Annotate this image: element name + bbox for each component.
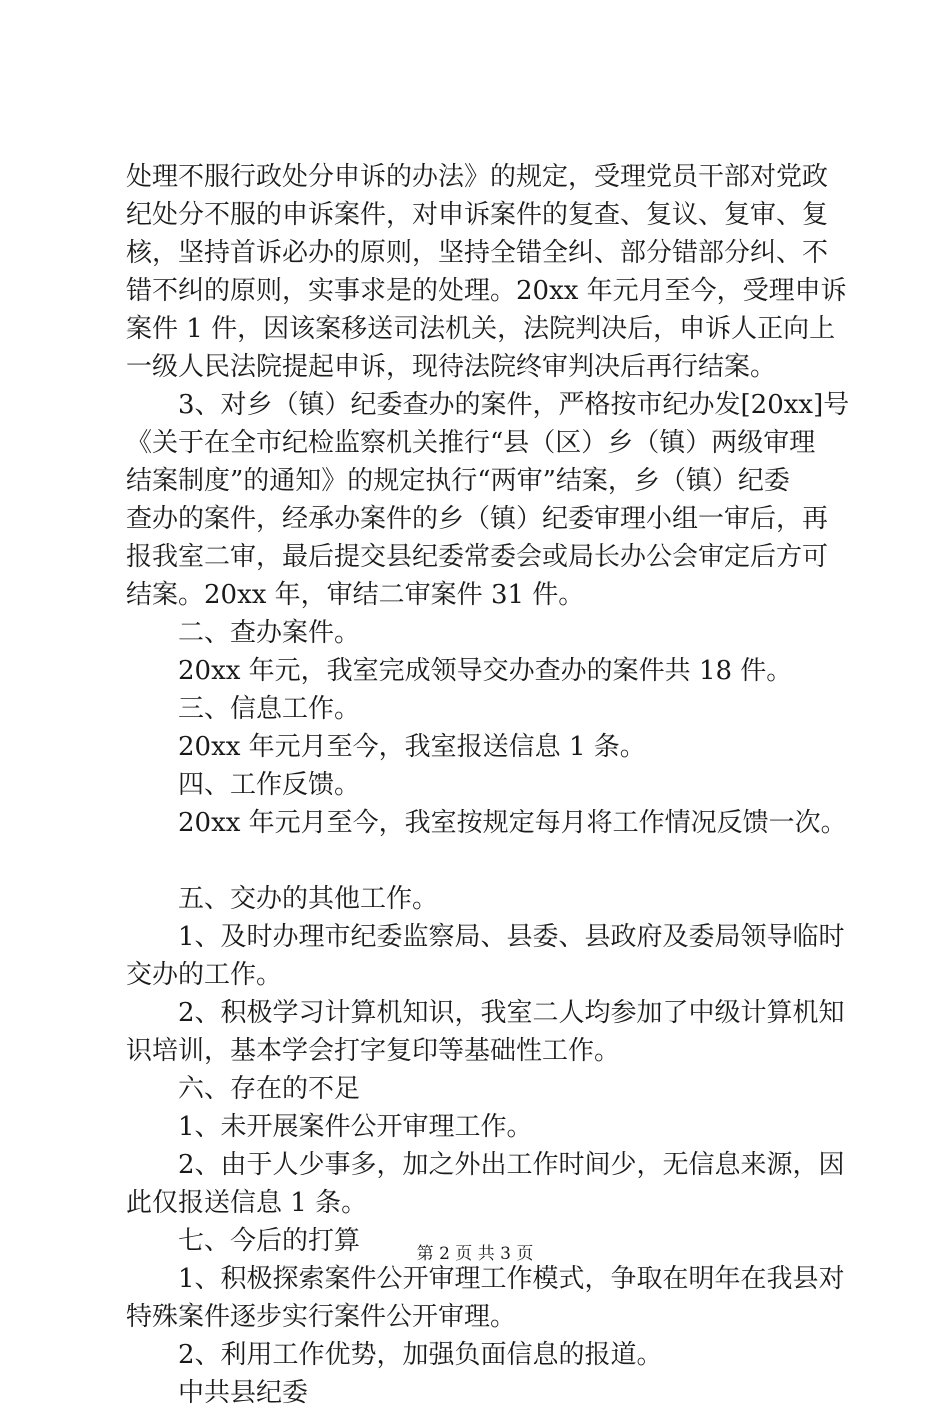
text-line: 结案。20xx 年，审结二审案件 31 件。 <box>126 580 585 610</box>
section-heading-4: 四、工作反馈。 <box>178 770 361 800</box>
text-line: 案件 1 件，因该案移送司法机关，法院判决后，申诉人正向上 <box>126 314 836 344</box>
text-line: 查办的案件，经承办案件的乡（镇）纪委审理小组一审后，再 <box>126 504 829 534</box>
document-body <box>126 158 850 1412</box>
list-item-7-1: 1、积极探索案件公开审理工作模式，争取在明年在我县对 <box>178 1264 845 1294</box>
text-line: 识培训，基本学会打字复印等基础性工作。 <box>126 1036 621 1066</box>
list-item-6-2: 2、由于人少事多，加之外出工作时间少，无信息来源，因 <box>178 1150 845 1180</box>
signature-line: 中共县纪委 <box>178 1378 309 1408</box>
list-item-5-2: 2、积极学习计算机知识，我室二人均参加了中级计算机知 <box>178 998 845 1028</box>
page-footer: 第 2 页 共 3 页 <box>416 1244 534 1264</box>
section-heading-5: 五、交办的其他工作。 <box>178 884 439 914</box>
paragraph-start-3: 3、对乡（镇）纪委查办的案件，严格按市纪办发[20xx]号 <box>178 390 850 420</box>
text-line: 特殊案件逐步实行案件公开审理。 <box>126 1302 517 1332</box>
section-heading-3: 三、信息工作。 <box>178 694 361 724</box>
section-heading-6: 六、存在的不足 <box>178 1074 361 1104</box>
text-line: 核，坚持首诉必办的原则，坚持全错全纠、部分错部分纠、不 <box>126 238 829 268</box>
section-body-2: 20xx 年元，我室完成领导交办查办的案件共 18 件。 <box>178 656 793 686</box>
text-line: 《关于在全市纪检监察机关推行“县（区）乡（镇）两级审理 <box>126 428 816 458</box>
list-item-7-2: 2、利用工作优势，加强负面信息的报道。 <box>178 1340 663 1370</box>
text-line: 错不纠的原则，实事求是的处理。20xx 年元月至今，受理申诉 <box>126 276 847 306</box>
blank-line <box>126 842 826 880</box>
text-line: 处理不服行政处分申诉的办法》的规定，受理党员干部对党政 <box>126 162 829 192</box>
text-line: 一级人民法院提起申诉，现待法院终审判决后再行结案。 <box>126 352 777 382</box>
text-line: 报我室二审，最后提交县纪委常委会或局长办公会审定后方可 <box>126 542 829 572</box>
text-line: 此仅报送信息 1 条。 <box>126 1188 368 1218</box>
section-body-4: 20xx 年元月至今，我室按规定每月将工作情况反馈一次。 <box>178 808 847 838</box>
section-heading-7: 七、今后的打算 <box>178 1226 361 1256</box>
text-line: 结案制度”的通知》的规定执行“两审”结案，乡（镇）纪委 <box>126 466 790 496</box>
section-heading-2: 二、查办案件。 <box>178 618 361 648</box>
text-line: 纪处分不服的申诉案件，对申诉案件的复查、复议、复审、复 <box>126 200 829 230</box>
text-line: 交办的工作。 <box>126 960 283 990</box>
section-body-3: 20xx 年元月至今，我室报送信息 1 条。 <box>178 732 646 762</box>
list-item-5-1: 1、及时办理市纪委监察局、县委、县政府及委局领导临时 <box>178 922 845 952</box>
list-item-6-1: 1、未开展案件公开审理工作。 <box>178 1112 533 1142</box>
